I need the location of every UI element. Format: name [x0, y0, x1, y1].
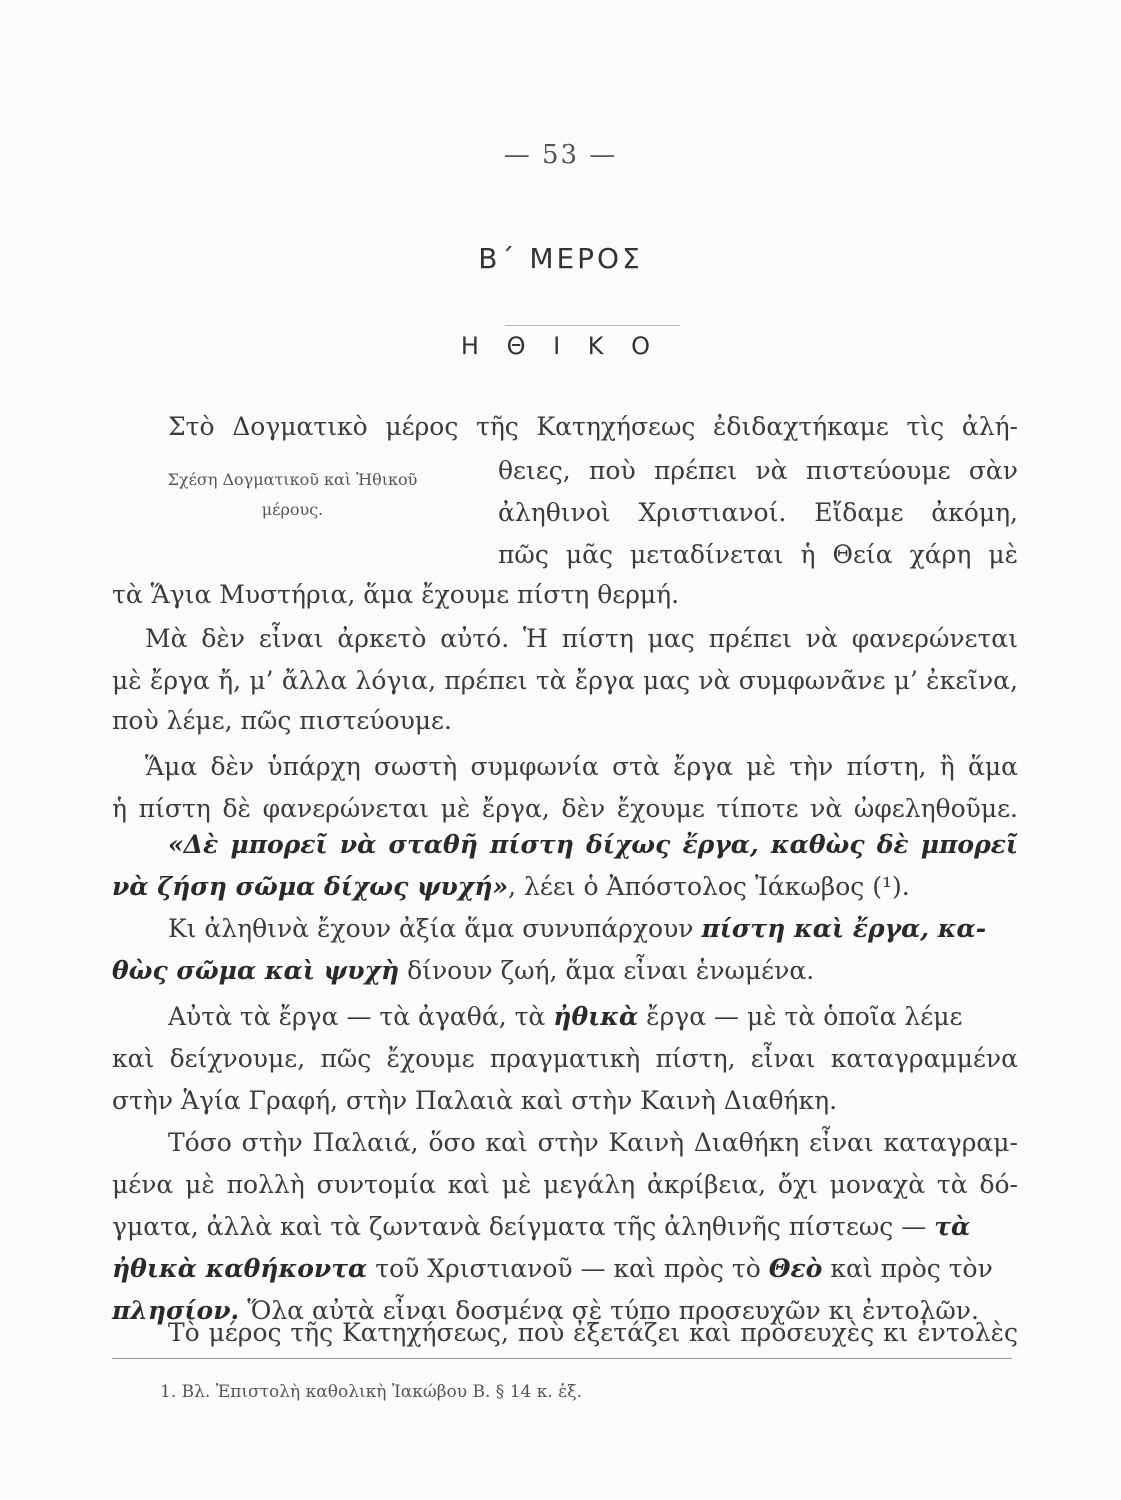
- text-line: μὲ ἔργα ἤ, μ’ ἄλλα λόγια, πρέπει τὰ ἔργα μας νὰ συμφωνᾶνε μ’ ἐκεῖνα,: [112, 666, 1018, 695]
- page-number: — 53 —: [503, 140, 618, 170]
- text-line: ἀληθινοὶ Χριστιανοί. Εἴδαμε ἀκόμη,: [498, 498, 1018, 527]
- side-note: [100, 465, 485, 525]
- quote-text: «Δὲ μπορεῖ νὰ σταθῆ πίστη δίχως ἔργα, καθὼς δὲ μπορεῖ: [168, 830, 1018, 859]
- emphasis-text: πίστη καὶ ἔργα, κα-: [701, 914, 987, 943]
- footnote: 1. Βλ. Ἐπιστολὴ καθολικὴ Ἰακώβου Β. § 14 κ. ἑξ.: [160, 1382, 583, 1402]
- emphasis-text: πλησίον.: [112, 1296, 240, 1325]
- text-line: ποὺ λέμε, πῶς πιστεύουμε.: [112, 706, 452, 735]
- part-title: Β΄ ΜΕΡΟΣ: [478, 242, 643, 275]
- emphasis-text: Θεὸ: [768, 1254, 823, 1283]
- text-line: μένα μὲ πολλὴ συντομία καὶ μὲ μεγάλη ἀκρίβεια, ὄχι μοναχὰ τὰ δό-: [112, 1170, 1018, 1199]
- emphasis-text: ἠθικὰ καθήκοντα: [112, 1254, 368, 1283]
- text-line: θειες, ποὺ πρέπει νὰ πιστεύουμε σὰν: [498, 456, 1018, 485]
- section-title: Η Θ Ι Κ Ο: [460, 332, 661, 360]
- text-line: καὶ δείχνουμε, πῶς ἔχουμε πραγματικὴ πίστη, εἶναι καταγραμμένα: [112, 1044, 1018, 1073]
- text-line: Ἅμα δὲν ὑπάρχη σωστὴ συμφωνία στὰ ἔργα μὲ τὴν πίστη, ἢ ἅμα: [145, 752, 1018, 781]
- title-rule: [505, 325, 680, 326]
- text-line: πῶς μᾶς μεταδίνεται ἡ Θεία χάρη μὲ: [498, 540, 1018, 569]
- footnote-rule: [112, 1358, 1012, 1359]
- text-line: Αὐτὰ τὰ ἔργα — τὰ ἀγαθά, τὰ ἠθικὰ ἔργα — μὲ τὰ ὁποῖα λέμε: [168, 1002, 963, 1031]
- text-line: [112, 872, 910, 901]
- text-line: Τόσο στὴν Παλαιά, ὅσο καὶ στὴν Καινὴ Διαθήκη εἶναι καταγραμ-: [168, 1128, 1018, 1157]
- quote-text: νὰ ζήση σῶμα δίχως ψυχή»: [112, 872, 509, 901]
- emphasis-text: τὰ: [934, 1212, 971, 1241]
- text-line: πλησίον. Ὅλα αὐτὰ εἶναι δοσμένα σὲ τύπο προσευχῶν κι ἐντολῶν.: [112, 1296, 979, 1325]
- text-line: γματα, ἀλλὰ καὶ τὰ ζωντανὰ δείγματα τῆς ἀληθινῆς πίστεως — τὰ: [112, 1212, 971, 1241]
- side-note-line: μέρους.: [261, 500, 324, 519]
- text-line: Κι ἀληθινὰ ἔχουν ἀξία ἅμα συνυπάρχουν πίστη καὶ ἔργα, κα-: [168, 914, 987, 943]
- text-line: Στὸ Δογματικὸ μέρος τῆς Κατηχήσεως ἐδιδαχτήκαμε τὶς ἀλή-: [168, 412, 1018, 441]
- text-line: ἠθικὰ καθήκοντα τοῦ Χριστιανοῦ — καὶ πρὸς τὸ Θεὸ καὶ πρὸς τὸν: [112, 1254, 993, 1283]
- side-note-line: Σχέση Δογματικοῦ καὶ Ἠθικοῦ: [167, 470, 418, 489]
- quote-attribution: , λέει ὁ Ἀπόστολος Ἰάκωβος (¹).: [508, 872, 910, 901]
- text-line: στὴν Ἁγία Γραφή, στὴν Παλαιὰ καὶ στὴν Καινὴ Διαθήκη.: [112, 1086, 838, 1115]
- emphasis-text: θὼς σῶμα καὶ ψυχὴ: [112, 956, 400, 985]
- text-line: Τὸ μέρος τῆς Κατηχήσεως, ποὺ ἐξετάζει καὶ προσευχὲς κι ἐντολὲς: [168, 1318, 1018, 1347]
- text-line: τὰ Ἅγια Μυστήρια, ἅμα ἔχουμε πίστη θερμή.: [112, 580, 680, 609]
- text-line: Μὰ δὲν εἶναι ἀρκετὸ αὐτό. Ἡ πίστη μας πρέπει νὰ φανερώνεται: [145, 624, 1018, 653]
- text-line: [168, 830, 1018, 859]
- text-line: ἡ πίστη δὲ φανερώνεται μὲ ἔργα, δὲν ἔχουμε τίποτε νὰ ὠφεληθοῦμε.: [112, 794, 1018, 823]
- emphasis-text: ἠθικὰ: [553, 1002, 639, 1031]
- text-line: θὼς σῶμα καὶ ψυχὴ δίνουν ζωή, ἅμα εἶναι ἑνωμένα.: [112, 956, 815, 985]
